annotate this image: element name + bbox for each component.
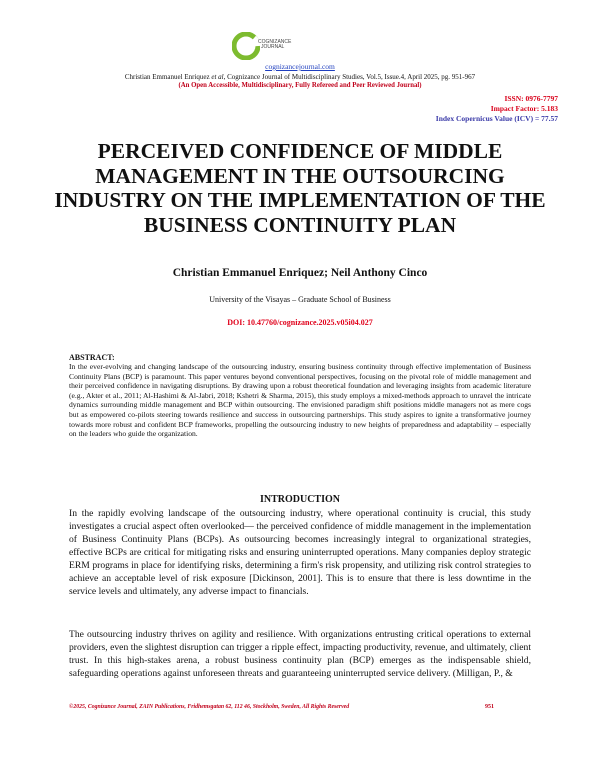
footer-copyright: ©2025, Cognizance Journal, ZAIN Publications, Fridhemsgatan 62, 112 46, Stockholm, Sweden, All Rights Reserved [69,704,350,710]
index-copernicus: Index Copernicus Value (ICV) = 77.57 [435,114,558,123]
logo-text-line-2: JOURNAL [261,44,285,50]
abstract-text: In the ever-evolving and changing landscape of the outsourcing industry, ensuring business continuity through effective implementation of Business Continuity Plans (BCP) is paramount. This paper ventures beyond conventional perspectives, focusing on the pivotal role of middle management and their perceived confidence in navigating disruptions. By drawing upon a robust theoretical foundation and leveraging insights from academic literature (e.g., Akter et al., 2011; Al-Hashimi & Al-Jabri, 2018; Kshetri & Sharma, 2015), this study employs a mixed-methods approach to unravel the intricate dynamics surrounding middle management and BCP within outsourcing. The envisioned paradigm shift positions middle managers not as mere cogs but as empowered co-pilots steering towards resilience and success in outsourcing partnerships. This study aspires to ignite a transformative journey towards more robust and confident BCP frameworks, propelling the outsourcing industry to new heights of preparedness and adaptability – especially on the leaders who guide the organization. [69,362,531,439]
doi-link[interactable]: DOI: 10.47760/cognizance.2025.v05i04.027 [227,318,373,327]
open-access-note: (An Open Accessible, Multidisciplinary, Fully Refereed and Peer Reviewed Journal) [178,82,422,89]
citation-etal: et al [211,73,224,81]
journal-site-link[interactable]: cognizancejournal.com [265,62,335,71]
citation-authors: Christian Emmanuel Enriquez [124,73,212,81]
paper-authors: Christian Emmanuel Enriquez; Neil Anthony Cinco [172,267,428,279]
logo-text-line-1: COGNIZANCE [258,39,292,45]
author-affiliation: University of the Visayas – Graduate School of Business [209,295,391,304]
page-number: 951 [485,704,494,710]
abstract-heading: ABSTRACT: [69,353,115,362]
citation-line [0,73,600,81]
introduction-heading: INTRODUCTION [259,494,340,505]
introduction-paragraph-1: In the rapidly evolving landscape of the outsourcing industry, where operational continuity is crucial, this study investigates a crucial aspect often overlooked— the perceived confidence of middle management in the implementation of Business Continuity Plans (BCPs). As outsourcing becomes increasingly integral to organizational strategies, effective BCPs are critical for mitigating risks and ensuring uninterrupted operations. Many companies deploy strategic ERM programs in place for identifying risks, determining a firm's risk propensity, and utilizing risk control strategies to achieve an acceptable level of risk exposure [Dickinson, 2001]. This is to ensure that there is less downtime in the service levels and ultimately, any adverse impact to financials. [69,508,531,597]
introduction-paragraph-2: The outsourcing industry thrives on agility and resilience. With organizations entrusting critical operations to external providers, even the slightest disruption can trigger a ripple effect, impacting productivity, revenue, and ultimately, client trust. In this high-stakes arena, a robust business continuity plan (BCP) emerges as the indispensable shield, safeguarding operations against unforeseen threats and guaranteeing uninterrupted service delivery. (Milligan, P., & [69,629,531,679]
journal-logo-icon [232,32,260,60]
impact-factor: Impact Factor: 5.183 [490,104,558,113]
paper-title: PERCEIVED CONFIDENCE OF MIDDLE MANAGEMENT IN THE OUTSOURCING INDUSTRY ON THE IMPLEMENTATION OF THE BUSINESS CONTINUITY PLAN [54,139,546,237]
issn: ISSN: 0976-7797 [504,94,558,103]
logo-wordmark [258,40,291,50]
citation-details: , Cognizance Journal of Multidisciplinary Studies, Vol.5, Issue.4, April 2025, pg. 951-967 [223,73,476,81]
